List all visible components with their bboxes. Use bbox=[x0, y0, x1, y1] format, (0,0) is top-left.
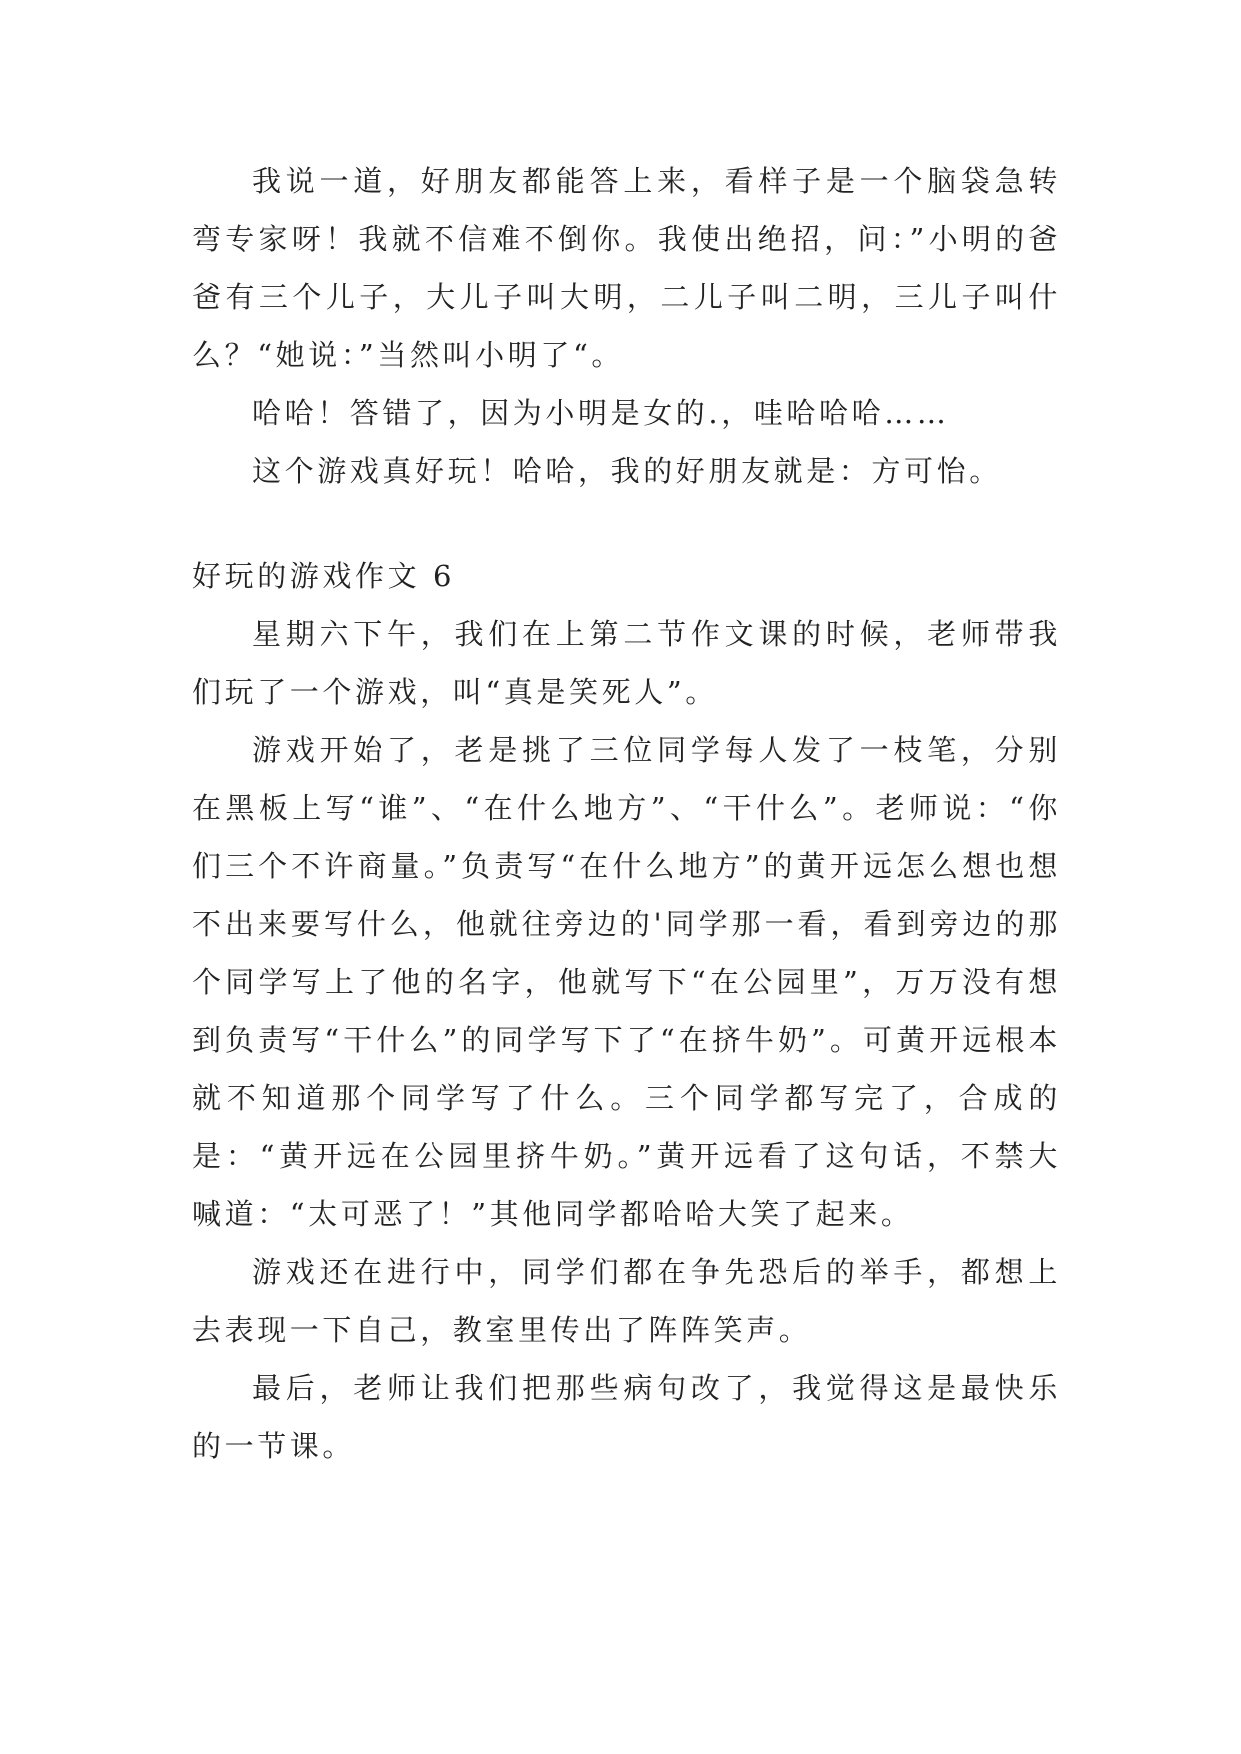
paragraph: 这个游戏真好玩！哈哈，我的好朋友就是：方可怡。 bbox=[252, 454, 1002, 488]
paragraph: 游戏开始了，老是挑了三位同学每人发了一枝笔，分别在黑板上写“谁”、“在什么地方”、“干什么”。老师说：“你们三个不许商量。”负责写“在什么地方”的黄开远怎么想也想不出来要写什么，他就往旁边的'同学那一看，看到旁边的那个同学写上了他的名字，他就写下“在公园里”，万万没有想到负责写“干什么”的同学写下了“在挤牛奶”。可黄开远根本就不知道那个同学写了什么。三个同学都写完了，合成的是：“黄开远在公园里挤牛奶。”黄开远看了这句话，不禁大喊道：“太可恶了！”其他同学都哈哈大笑了起来。 bbox=[192, 733, 1061, 1231]
paragraph: 游戏还在进行中，同学们都在争先恐后的举手，都想上去表现一下自己，教室里传出了阵阵笑声。 bbox=[192, 1255, 1061, 1347]
paragraph: 最后，老师让我们把那些病句改了，我觉得这是最快乐的一节课。 bbox=[192, 1371, 1061, 1463]
paragraph: 我说一道，好朋友都能答上来，看样子是一个脑袋急转弯专家呀！我就不信难不倒你。我使出绝招，问：”小明的爸爸有三个儿子，大儿子叫大明，二儿子叫二明，三儿子叫什么？“她说：”当然叫小明了“。 bbox=[192, 164, 1061, 372]
paragraph: 星期六下午，我们在上第二节作文课的时候，老师带我们玩了一个游戏，叫“真是笑死人”。 bbox=[192, 617, 1061, 709]
paragraph: 哈哈！答错了，因为小明是女的.，哇哈哈哈…… bbox=[252, 396, 950, 430]
section-title: 好玩的游戏作文 6 bbox=[192, 559, 456, 593]
